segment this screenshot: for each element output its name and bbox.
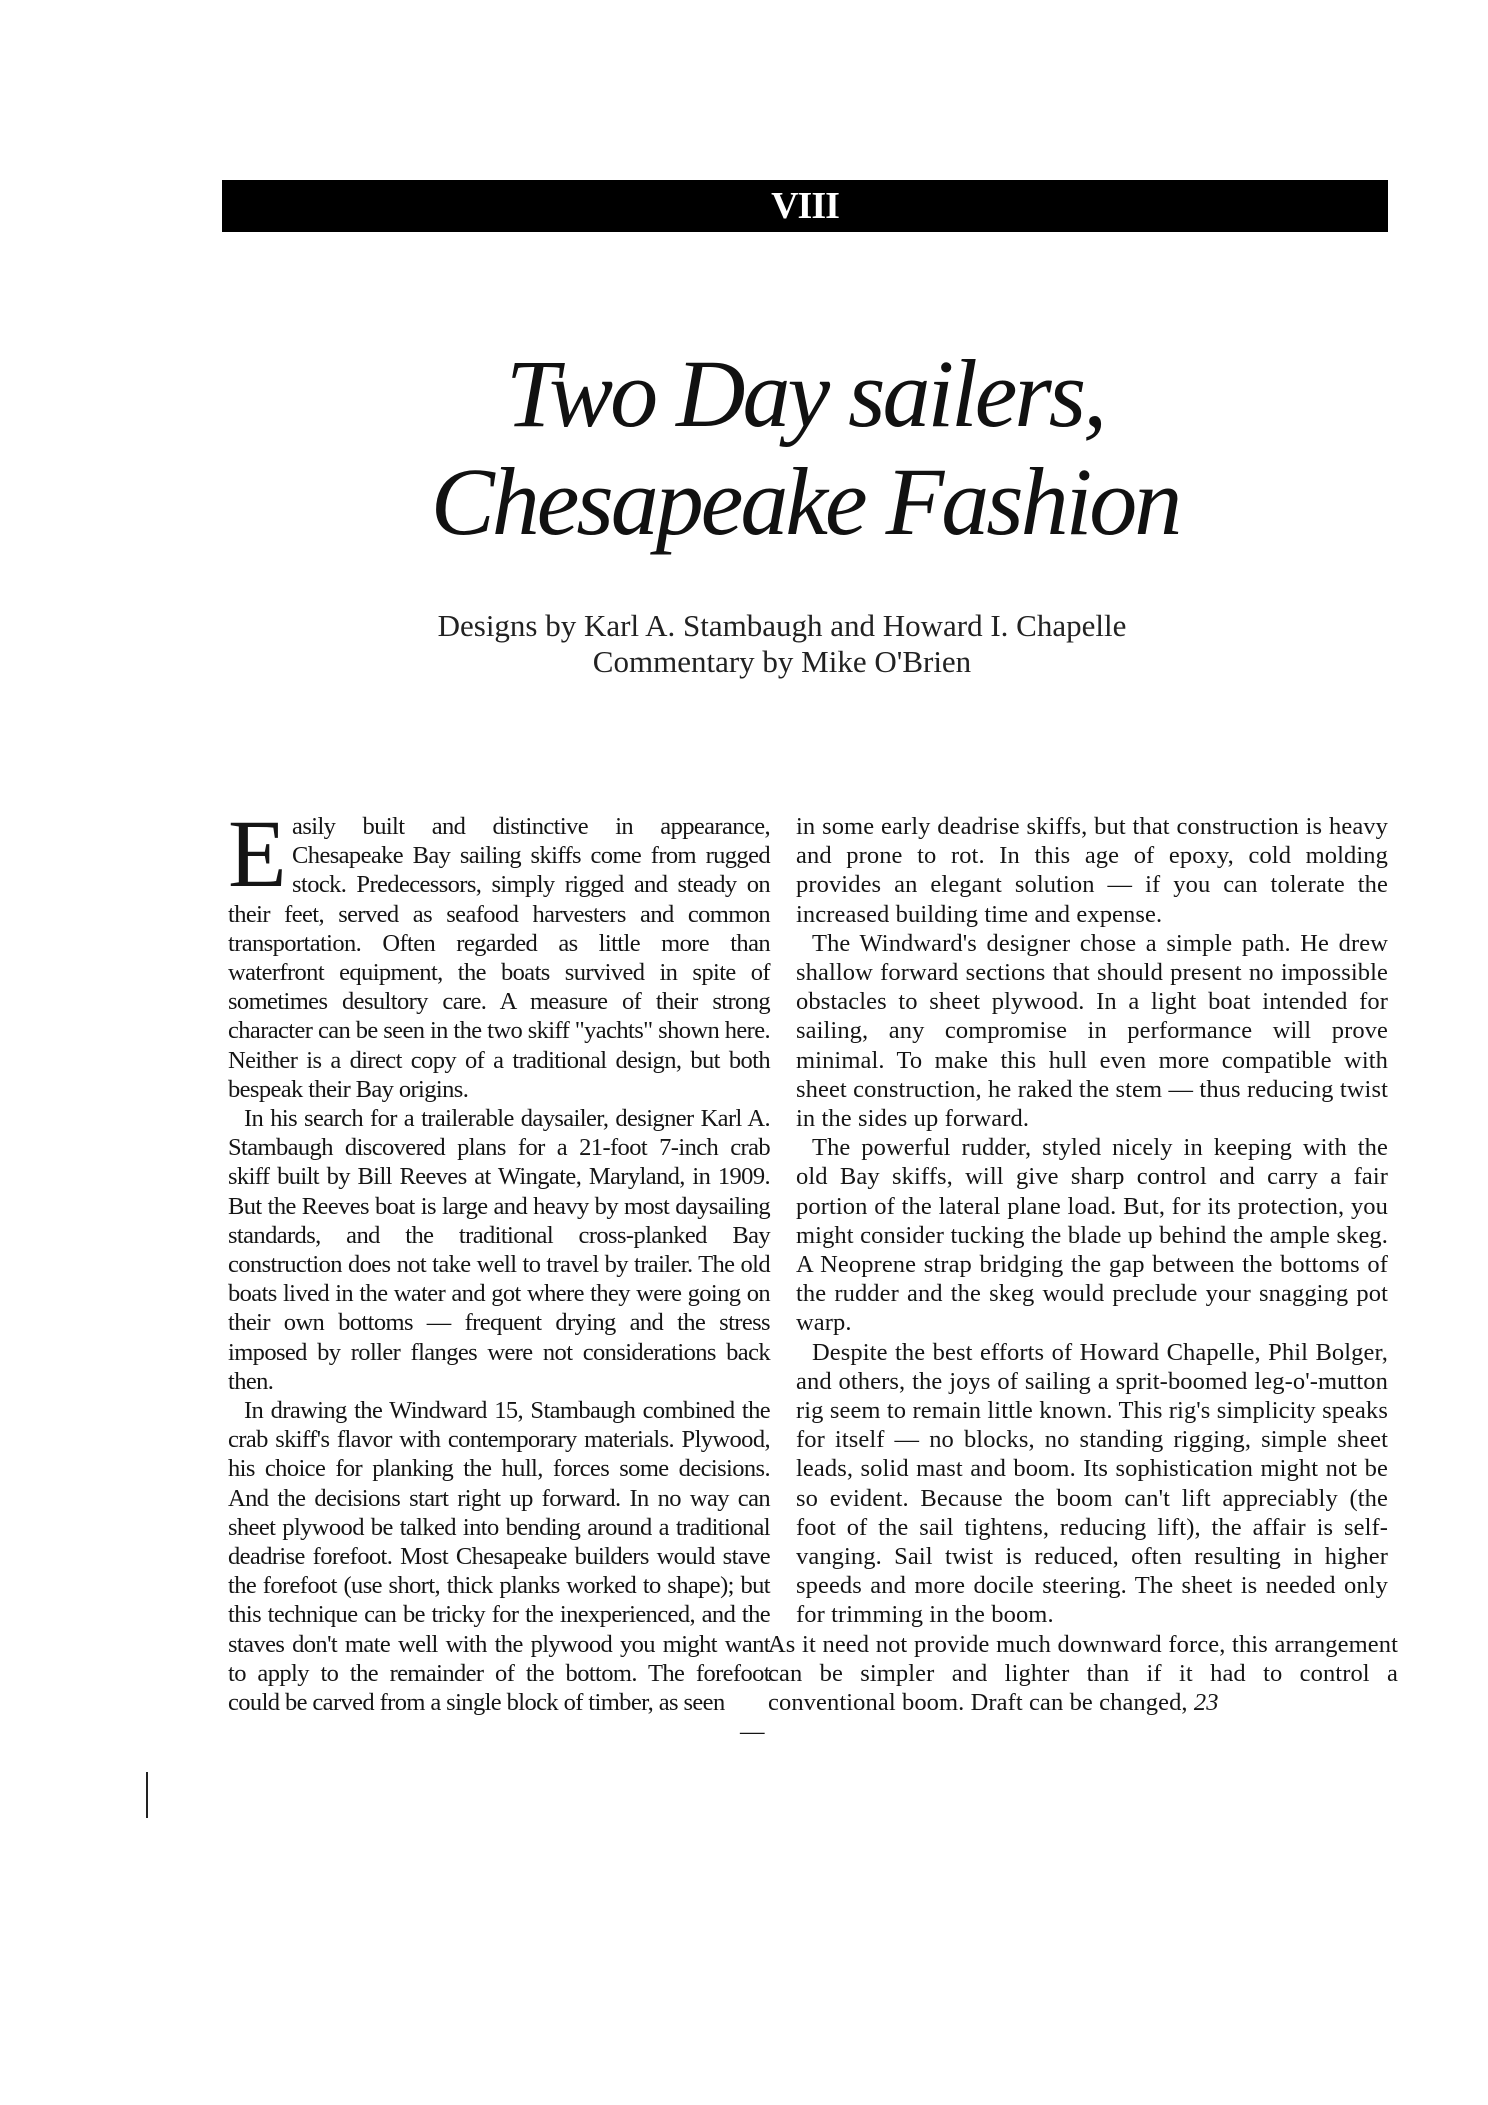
article-title xyxy=(222,340,1388,556)
trailing-dash: — xyxy=(740,1718,765,1746)
designers-credit: Designs by Karl A. Stambaugh and Howard I. Chapelle xyxy=(437,608,1127,643)
title-line-1: Two Day sailers, xyxy=(505,340,1105,447)
article-credits xyxy=(222,608,1342,680)
paragraph: Despite the best efforts of Howard Chapelle, Phil Bolger, and others, the joys of sailing a sprit-boomed leg-o'-mutton rig seem to remain little known. This rig's simplicity speaks for itself — no blocks, no standing rigging, simple sheet leads, solid mast and boom. Its sophistication might not be so evident. Because the boom can't lift appreciably (the foot of the sail tightens, reducing lift), the affair is self-vanging. Sail twist is reduced, often resulting in higher speeds and more docile steering. The sheet is needed only for trimming in the boom. xyxy=(796,1338,1388,1629)
drop-cap: E xyxy=(228,800,287,907)
paragraph: in some early deadrise skiffs, but that construction is heavy and prone to rot. In this age of epoxy, cold molding provides an elegant solution — if you can tolerate the increased building time and expense. xyxy=(796,813,1388,928)
closing-paragraph: As it need not provide much downward force, this arrangement can be simpler and lighter than if it had to control a conventional boom. Draft can be changed, 23 — xyxy=(740,1630,1398,1746)
margin-rule xyxy=(146,1772,148,1818)
paragraph: In drawing the Windward 15, Stambaugh combined the crab skiff's flavor with contemporary materials. Plywood, his choice for planking the hull, forces some decisions. And the decisions start right up forward. In no way can sheet plywood be talked into bending around a traditional deadrise forefoot. Most Chesapeake builders would stave the forefoot (use short, thick planks worked to shape); but this technique can be tricky for the inexperienced, and the staves don't mate well with the plywood you might want to apply to the remainder of the bottom. The forefoot could be carved from a single block of timber, as seen xyxy=(228,1397,770,1717)
title-line-2: Chesapeake Fashion xyxy=(430,448,1180,555)
chapter-banner xyxy=(222,180,1388,232)
commentary-credit: Commentary by Mike O'Brien xyxy=(592,644,972,679)
chapter-numeral: VIII xyxy=(771,185,839,227)
right-column xyxy=(740,812,1398,1747)
left-column xyxy=(228,800,770,1717)
paragraph: The Windward's designer chose a simple path. He drew shallow forward sections that should present no impossible obstacles to sheet plywood. In a light boat intended for sailing, any compromise in performance will prove minimal. To make this hull even more compatible with sheet construction, he raked the stem — thus reducing twist in the sides up forward. xyxy=(796,929,1388,1133)
page-number: 23 xyxy=(1193,1689,1219,1717)
paragraph: In his search for a trailerable daysailer, designer Karl A. Stambaugh discovered plans for a 21-foot 7-inch crab skiff built by Bill Reeves at Wingate, Maryland, in 1909. But the Reeves boat is large and heavy by most daysailing standards, and the traditional cross-planked Bay construction does not take well to travel by trailer. The old boats lived in the water and got where they were going on their own bottoms — frequent drying and the stress imposed by roller flanges were not considerations back then. xyxy=(228,1105,770,1395)
paragraph: Easily built and distinctive in appearance, Chesapeake Bay sailing skiffs come from rugged stock. Predecessors, simply rigged and steady on their feet, served as seafood harvesters and common transportation. Often regarded as little more than waterfront equipment, the boats survived in spite of sometimes desultory care. A measure of their strong character can be seen in the two skiff "yachts" shown here. Neither is a direct copy of a traditional design, but both bespeak their Bay origins. xyxy=(228,800,770,1103)
paragraph: The powerful rudder, styled nicely in keeping with the old Bay skiffs, will give sharp control and carry a fair portion of the lateral plane load. But, for its protection, you might consider tucking the blade up behind the ample skeg. A Neoprene strap bridging the gap between the bottoms of the rudder and the skeg would preclude your snagging pot warp. xyxy=(796,1134,1388,1337)
